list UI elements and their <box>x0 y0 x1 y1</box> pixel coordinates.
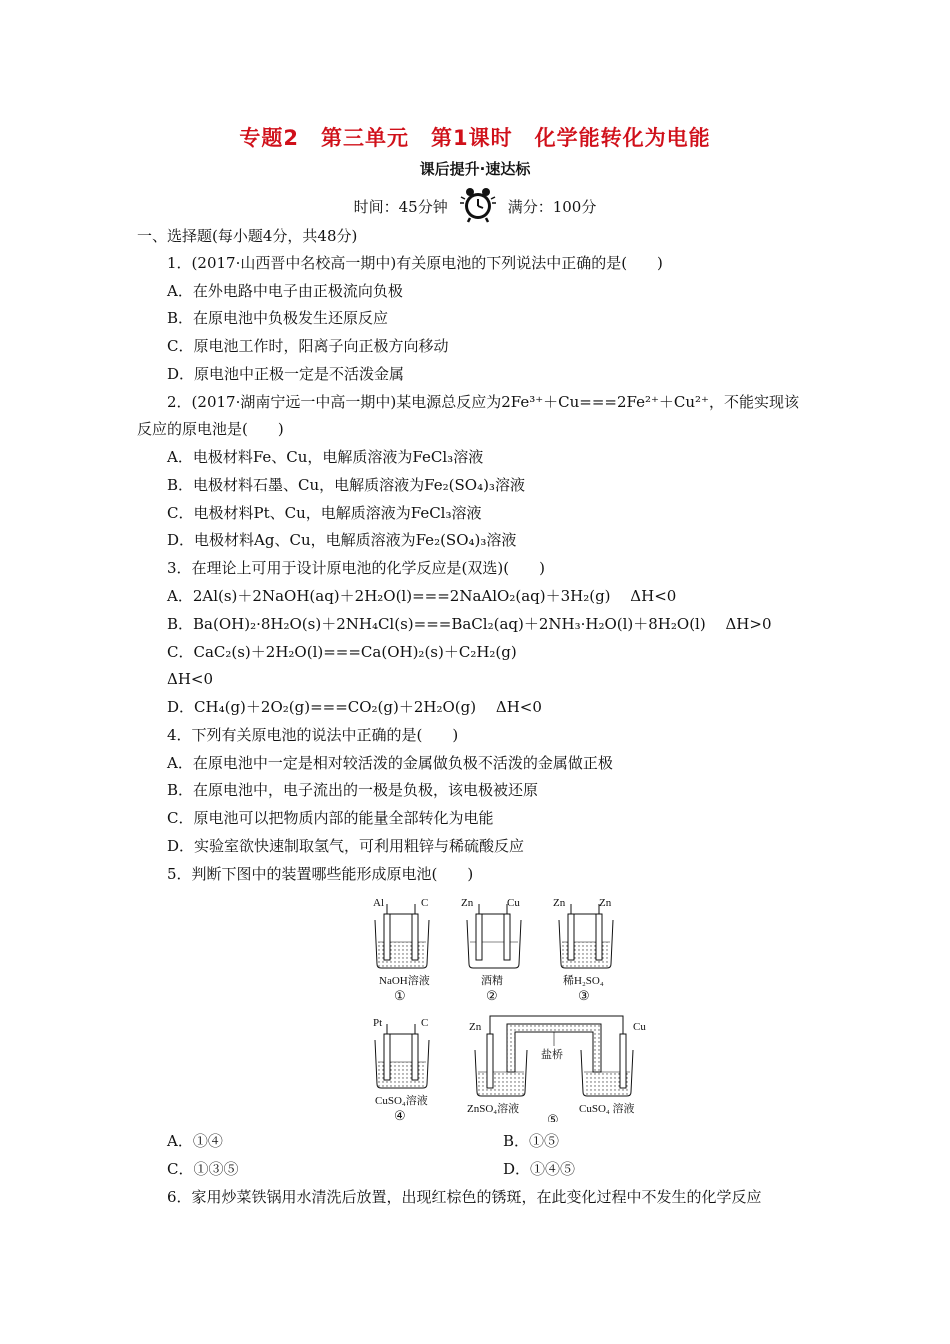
b1-right-electrode: C <box>421 897 429 909</box>
page-subtitle: 课后提升·速达标 <box>419 160 531 178</box>
b1-solution: NaOH溶液 <box>379 975 430 987</box>
q2-stem-line2: 反应的原电池是( ) <box>137 420 284 438</box>
q2-option-d: D．电极材料Ag、Cu，电解质溶液为Fe₂(SO₄)₃溶液 <box>167 531 517 549</box>
q3-option-c: C．CaC₂(s)＋2H₂O(l)===Ca(OH)₂(s)＋C₂H₂(g) <box>167 643 517 661</box>
q2-option-b: B．电极材料石墨、Cu，电解质溶液为Fe₂(SO₄)₃溶液 <box>167 476 525 494</box>
q3-stem: 3．在理论上可用于设计原电池的化学反应是(双选)( ) <box>167 559 545 577</box>
q4-option-c: C．原电池可以把物质内部的能量全部转化为电能 <box>167 809 494 827</box>
q1-option-a: A．在外电路中电子由正极流向负极 <box>167 282 403 300</box>
q5-option-b: B．①⑤ <box>503 1132 560 1150</box>
b4-right-electrode: C <box>421 1017 429 1029</box>
beaker-2 <box>461 897 521 1003</box>
q6-stem: 6．家用炒菜铁锅用水清洗后放置，出现红棕色的锈斑，在此变化过程中不发生的化学反应 <box>167 1188 762 1206</box>
q5-stem: 5．判断下图中的装置哪些能形成原电池( ) <box>167 865 474 883</box>
q2-option-a: A．电极材料Fe、Cu，电解质溶液为FeCl₃溶液 <box>167 448 484 466</box>
q5-option-d: D．①④⑤ <box>503 1160 576 1178</box>
b4-left-electrode: Pt <box>373 1017 383 1029</box>
b2-left-electrode: Zn <box>461 897 474 909</box>
b5-left-electrode: Zn <box>469 1021 482 1033</box>
q3-option-a: A．2Al(s)＋2NaOH(aq)＋2H₂O(l)===2NaAlO₂(aq)＋3H₂(g) ΔH<0 <box>167 587 677 605</box>
q4-option-a: A．在原电池中一定是相对较活泼的金属做负极不活泼的金属做正极 <box>167 754 613 772</box>
b3-left-electrode: Zn <box>553 897 566 909</box>
q3-option-b: B．Ba(OH)₂·8H₂O(s)＋2NH₄Cl(s)===BaCl₂(aq)＋2NH₃·H₂O(l)＋8H₂O(l) ΔH>0 <box>167 615 772 633</box>
b4-solution: CuSO₄溶液 <box>375 1095 428 1107</box>
beaker-4 <box>373 1017 429 1122</box>
beaker-5-salt-bridge <box>467 1016 646 1122</box>
q2-stem-line1: 2．(2017·湖南宁远一中高一期中)某电源总反应为2Fe³⁺＋Cu===2Fe²⁺＋Cu²⁺，不能实现该 <box>167 393 799 411</box>
b5-right-electrode: Cu <box>633 1021 646 1033</box>
page-title: 专题2 第三单元 第1课时 化学能转化为电能 <box>239 126 711 150</box>
q3-option-d: D．CH₄(g)＋2O₂(g)===CO₂(g)＋2H₂O(g) ΔH<0 <box>167 698 542 716</box>
b5-number: ⑤ <box>547 1112 559 1122</box>
beaker-3 <box>553 897 613 1003</box>
b1-number: ① <box>394 988 406 1003</box>
q5-option-c: C．①③⑤ <box>167 1160 239 1178</box>
q2-option-c: C．电极材料Pt、Cu，电解质溶液为FeCl₃溶液 <box>167 504 482 522</box>
salt-bridge-label: 盐桥 <box>541 1049 563 1061</box>
alarm-clock-icon <box>458 185 498 227</box>
b2-right-electrode: Cu <box>507 897 520 909</box>
q4-option-b: B．在原电池中，电子流出的一极是负极，该电极被还原 <box>167 781 539 799</box>
q3-option-c-delta: ΔH<0 <box>167 670 214 688</box>
b1-left-electrode: Al <box>373 897 384 909</box>
b3-number: ③ <box>578 988 590 1003</box>
beaker-1 <box>373 897 430 1003</box>
q4-option-d: D．实验室欲快速制取氢气，可利用粗锌与稀硫酸反应 <box>167 837 525 855</box>
b2-solution: 酒精 <box>481 975 503 987</box>
b2-number: ② <box>486 988 498 1003</box>
b5-left-solution: ZnSO₄溶液 <box>467 1103 520 1115</box>
b4-number: ④ <box>394 1108 406 1122</box>
q1-option-d: D．原电池中正极一定是不活泼金属 <box>167 365 405 383</box>
b3-right-electrode: Zn <box>599 897 612 909</box>
q1-option-c: C．原电池工作时，阳离子向正极方向移动 <box>167 337 449 355</box>
section-heading: 一、选择题(每小题4分，共48分) <box>137 227 358 245</box>
q5-option-a: A．①④ <box>167 1132 223 1150</box>
b5-right-solution: CuSO₄ 溶液 <box>579 1103 635 1115</box>
q4-stem: 4．下列有关原电池的说法中正确的是( ) <box>167 726 459 744</box>
q1-stem: 1．(2017·山西晋中名校高一期中)有关原电池的下列说法中正确的是( ) <box>167 254 663 272</box>
b3-solution: 稀H₂SO₄ <box>563 975 604 987</box>
galvanic-cell-figure <box>365 892 655 1126</box>
q1-option-b: B．在原电池中负极发生还原反应 <box>167 309 389 327</box>
time-score-bar <box>0 186 950 226</box>
time-label: 时间：45分钟 <box>353 197 448 216</box>
score-label: 满分：100分 <box>507 197 597 216</box>
